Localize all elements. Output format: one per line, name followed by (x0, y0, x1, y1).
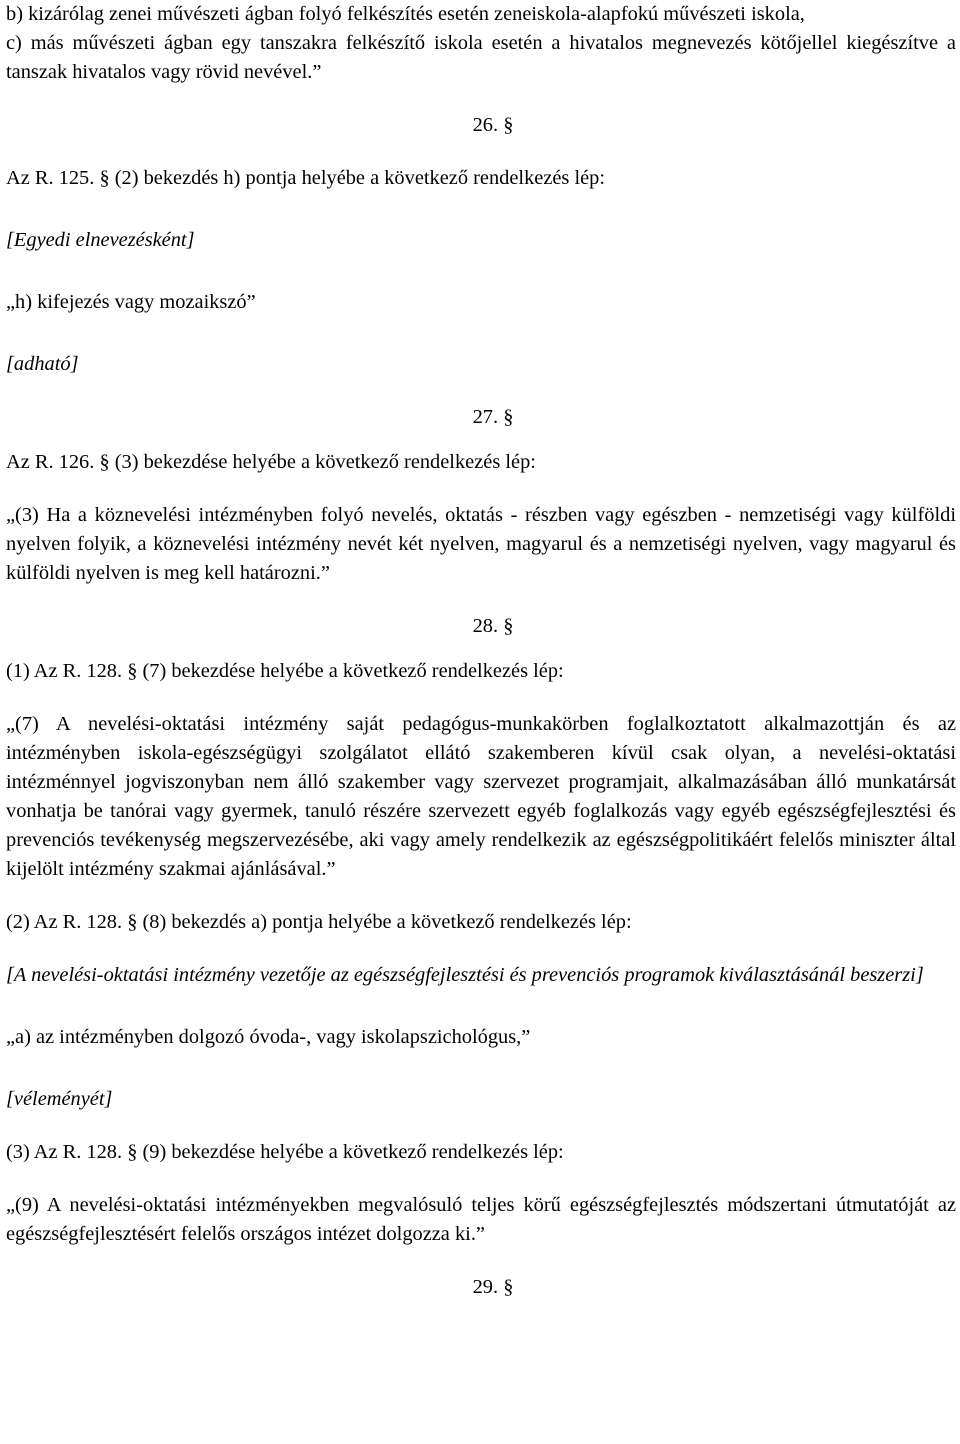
section-27-lead: Az R. 126. § (3) bekezdése helyébe a következő rendelkezés lép: (6, 451, 536, 473)
section-26-lead: Az R. 125. § (2) bekezdés h) pontja helyébe a következő rendelkezés lép: (6, 167, 606, 189)
document-page (6, 0, 956, 1444)
section-29-heading: 29. § (472, 1276, 514, 1298)
section-28-heading: 28. § (472, 615, 514, 637)
section-26-context-after: [adható] (6, 353, 79, 375)
section-26-amended-point: „h) kifejezés vagy mozaikszó” (6, 291, 256, 313)
section-27-amended-text: „(3) Ha a köznevelési intézményben folyó nevelés, oktatás - részben vagy egészben - nemzetiségi vagy külföldi nyelven folyik, a köznevelési intézmény nevét két nyelven, magyarul és a nemzetiségi nyelven, vagy magyarul és külföldi nyelven is meg kell határozni.” (6, 504, 956, 584)
section-28-lead-2: (2) Az R. 128. § (8) bekezdés a) pontja helyébe a következő rendelkezés lép: (6, 911, 632, 933)
section-28-amended-text-3: „(9) A nevelési-oktatási intézményekben megvalósuló teljes körű egészségfejlesztés módszertani útmutatóját az egészségfejlesztésért felelős országos intézet dolgozza ki.” (6, 1194, 956, 1245)
section-26-context-before: [Egyedi elnevezésként] (6, 229, 195, 251)
intro-paragraph-b: b) kizárólag zenei művészeti ágban folyó felkészítés esetén zeneiskola-alapfokú művészeti iskola, (6, 3, 805, 25)
section-28-amended-point: „a) az intézményben dolgozó óvoda-, vagy iskolapszichológus,” (6, 1026, 531, 1048)
intro-paragraph-c: c) más művészeti ágban egy tanszakra felkészítő iskola esetén a hivatalos megnevezés kötőjellel kiegészítve a tanszak hivatalos vagy rövid nevével.” (6, 32, 956, 83)
section-28-amended-text-1: „(7) A nevelési-oktatási intézmény saját pedagógus-munkakörben foglalkoztatott alkalmazottján és az intézményben iskola-egészségügyi szolgálatot ellátó szakemberen kívül csak olyan, a nevelési-oktatási intézménnyel jogviszonyban nem álló szakember vagy szervezet programjait, alkalmazásában álló munkatársát vonhatja be tanórai vagy gyermek, tanuló részére szervezett egyéb foglalkozás vagy egyéb egészségfejlesztési és prevenciós tevékenység megszervezésébe, aki vagy amely rendelkezik az egészségpolitikáért felelős miniszter által kijelölt intézmény szakmai ajánlásával.” (6, 713, 956, 880)
section-27-heading: 27. § (472, 406, 514, 428)
section-28-context-before: [A nevelési-oktatási intézmény vezetője az egészségfejlesztési és prevenciós programok kiválasztásánál beszerzi] (6, 964, 924, 986)
section-28-lead-1: (1) Az R. 128. § (7) bekezdése helyébe a következő rendelkezés lép: (6, 660, 564, 682)
section-28-context-after: [véleményét] (6, 1088, 113, 1110)
section-28-lead-3: (3) Az R. 128. § (9) bekezdése helyébe a következő rendelkezés lép: (6, 1141, 564, 1163)
section-26-heading: 26. § (472, 114, 514, 136)
